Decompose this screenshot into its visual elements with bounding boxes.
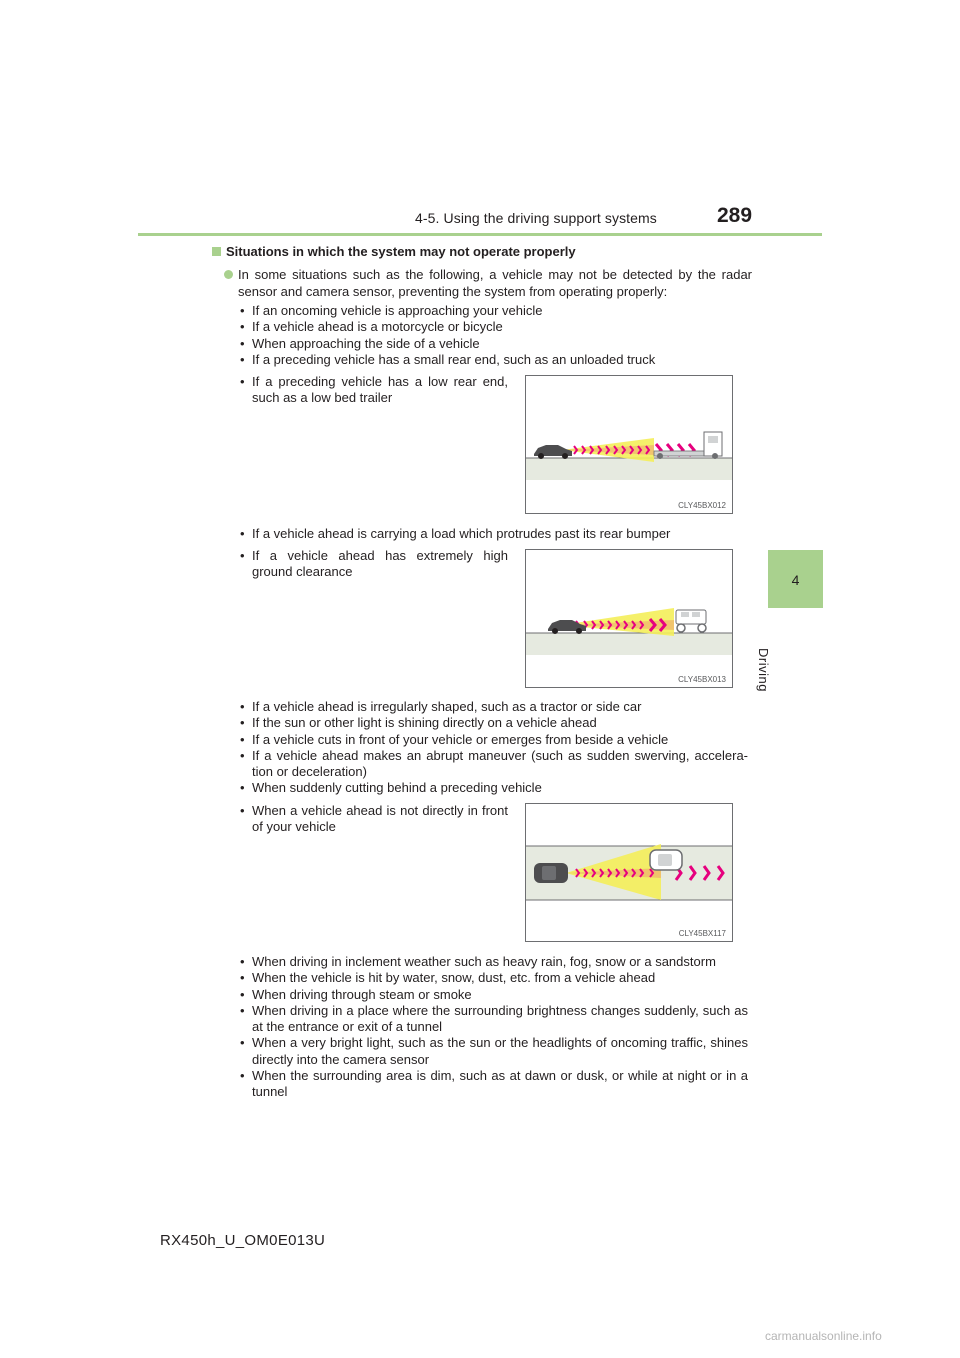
figure-2-code: CLY45BX013 <box>678 675 726 684</box>
condition-list-1 <box>238 303 748 368</box>
figure-1-caption: • If a preceding vehicle has a low rear end, such as a low bed trailer <box>238 374 508 407</box>
list-item: • When driving in inclement weather such as heavy rain, fog, snow or a sandstorm <box>238 954 748 970</box>
condition-list-2 <box>238 526 748 542</box>
figure-3-caption: • When a vehicle ahead is not directly in front of your vehicle <box>238 803 508 836</box>
footer-model-code: RX450h_U_OM0E013U <box>160 1232 326 1249</box>
intro-paragraph <box>224 266 752 300</box>
list-item: • When driving in a place where the surrounding brightness changes suddenly, such as at the entrance or exit of a tunnel <box>238 1003 748 1036</box>
figure-3-code: CLY45BX117 <box>678 929 726 938</box>
section-heading-text: Situations in which the system may not operate properly <box>226 244 576 259</box>
running-header: 4-5. Using the driving support systems <box>415 210 657 226</box>
header-rule <box>138 233 822 236</box>
condition-list-3 <box>238 699 748 797</box>
page-number: 289 <box>717 204 753 227</box>
figure-2-high-clearance <box>525 549 733 688</box>
list-item: • When a very bright light, such as the sun or the headlights of oncoming traffic, shines directly into the camera sensor <box>238 1035 748 1068</box>
intro-paragraph-text: In some situations such as the following, a vehicle may not be detected by the radar sensor and camera sensor, preventing the system from operating properly: <box>238 267 752 299</box>
own-car-top-icon <box>534 863 568 883</box>
list-item: • If a vehicle ahead is a motorcycle or bicycle <box>238 319 748 335</box>
list-item: • When approaching the side of a vehicle <box>238 336 748 352</box>
list-item: • If a vehicle ahead is irregularly shaped, such as a tractor or side car <box>238 699 748 715</box>
condition-list-4 <box>238 954 748 1101</box>
list-item: • When driving through steam or smoke <box>238 987 748 1003</box>
figure-1-illustration <box>526 376 732 513</box>
figure-1-code: CLY45BX012 <box>678 501 726 510</box>
chapter-label: Driving <box>756 648 771 692</box>
list-item: • When the vehicle is hit by water, snow, dust, etc. from a vehicle ahead <box>238 970 748 986</box>
section-heading <box>212 244 576 259</box>
list-item: • When suddenly cutting behind a preceding vehicle <box>238 780 748 796</box>
list-item: • If a vehicle cuts in front of your vehicle or emerges from beside a vehicle <box>238 732 748 748</box>
figure-3-illustration <box>526 804 732 941</box>
list-item: • If an oncoming vehicle is approaching your vehicle <box>238 303 748 319</box>
list-item: • When the surrounding area is dim, such as at dawn or dusk, or while at night or in a tunnel <box>238 1068 748 1101</box>
figure-1-low-bed-trailer <box>525 375 733 514</box>
figure-2-illustration <box>526 550 732 687</box>
round-bullet-icon <box>224 270 233 279</box>
figure-3-offset-vehicle <box>525 803 733 942</box>
list-item: • If a vehicle ahead makes an abrupt maneuver (such as sudden swerving, accelera-tion or deceleration) <box>238 748 748 781</box>
list-item: • If the sun or other light is shining directly on a vehicle ahead <box>238 715 748 731</box>
watermark: carmanualsonline.info <box>765 1329 882 1343</box>
square-bullet-icon <box>212 247 221 256</box>
list-item: • If a vehicle ahead is carrying a load which protrudes past its rear bumper <box>238 526 748 542</box>
chapter-number: 4 <box>791 572 800 588</box>
list-item: • If a preceding vehicle has a small rear end, such as an unloaded truck <box>238 352 748 368</box>
figure-2-caption: • If a vehicle ahead has extremely high ground clearance <box>238 548 508 581</box>
offset-vehicle-top-icon <box>650 850 682 870</box>
